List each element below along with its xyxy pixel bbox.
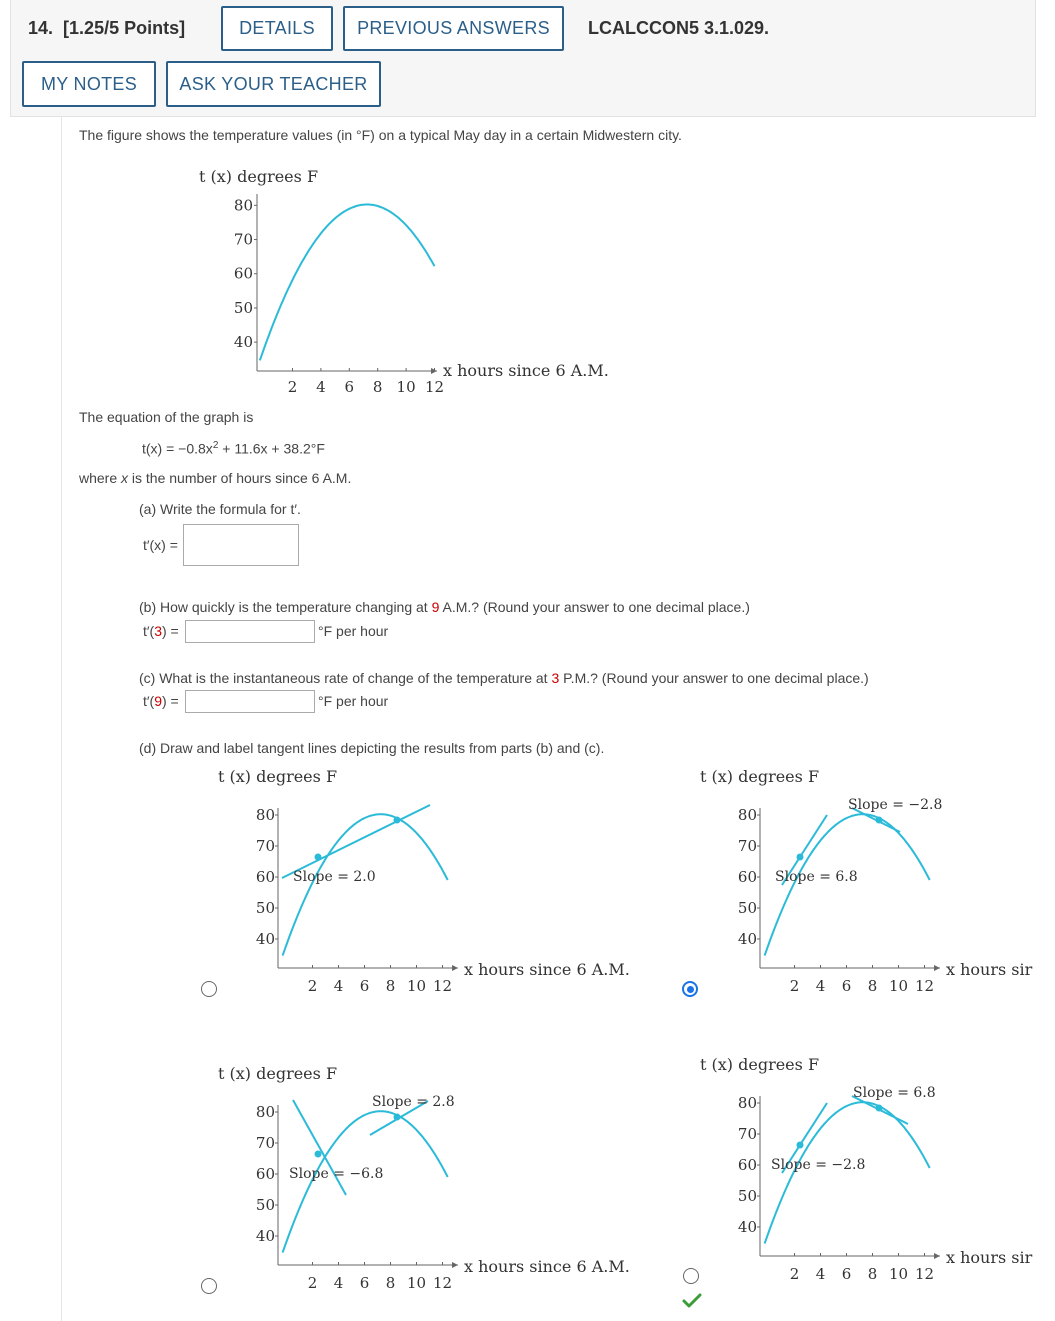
x-tick-label: 6 xyxy=(841,977,852,995)
details-button[interactable]: DETAILS xyxy=(221,6,333,51)
part-b-label: t′(3) = xyxy=(143,623,179,639)
temperature-chart xyxy=(190,160,630,400)
y-tick-label: 50 xyxy=(255,899,275,917)
x-tick-label: 12 xyxy=(432,1274,453,1292)
previous-answers-button[interactable]: PREVIOUS ANSWERS xyxy=(343,6,564,51)
part-c-input[interactable] xyxy=(185,690,315,713)
y-tick-label: 60 xyxy=(255,1165,275,1183)
x-tick-group xyxy=(288,368,444,396)
x-tick-label: 10 xyxy=(406,1274,427,1292)
option-c-title: t (x) degrees F xyxy=(218,1064,338,1083)
y-tick-label: 60 xyxy=(737,868,757,886)
y-tick-label: 70 xyxy=(737,837,757,855)
option-c-point-1 xyxy=(315,1151,322,1158)
option-b-radio[interactable] xyxy=(682,981,698,997)
chart-ylabel: t (x) degrees F xyxy=(199,167,319,186)
x-tick-label: 12 xyxy=(914,977,935,995)
y-tick-label: 60 xyxy=(255,868,275,886)
x-tick-label: 2 xyxy=(307,977,318,995)
y-tick-label: 80 xyxy=(737,1094,757,1112)
y-tick-label: 40 xyxy=(737,930,757,948)
option-c-annotation-2: Slope = −6.8 xyxy=(289,1166,384,1182)
option-b-yticks xyxy=(738,806,760,948)
option-d-annotation-1: Slope = 6.8 xyxy=(853,1085,936,1101)
my-notes-button[interactable]: MY NOTES xyxy=(22,61,156,107)
y-tick-label: 40 xyxy=(255,1227,275,1245)
x-tick-label: 12 xyxy=(914,1265,935,1283)
option-c-radio[interactable] xyxy=(201,1278,217,1294)
option-b-xticks xyxy=(790,965,934,995)
option-b-point-1 xyxy=(797,854,804,861)
x-tick-label: 10 xyxy=(888,1265,909,1283)
option-c-xticks xyxy=(308,1262,452,1292)
y-tick-label: 60 xyxy=(737,1156,757,1174)
part-b-input[interactable] xyxy=(185,620,315,643)
option-c-annotation-1: Slope = 2.8 xyxy=(372,1094,455,1110)
x-tick-label: 6 xyxy=(841,1265,852,1283)
option-c-arrow xyxy=(452,1262,458,1268)
x-tick-label: 10 xyxy=(888,977,909,995)
y-tick-label: 50 xyxy=(233,298,253,317)
ask-your-teacher-button[interactable]: ASK YOUR TEACHER xyxy=(166,61,381,107)
option-a-yticks xyxy=(256,806,278,948)
x-tick-label: 6 xyxy=(344,378,355,396)
option-c-point-2 xyxy=(394,1114,401,1121)
x-tick-label: 12 xyxy=(432,977,453,995)
option-b-point-2 xyxy=(876,817,883,824)
option-a-graph xyxy=(200,760,650,1000)
option-a-xticks xyxy=(308,965,452,995)
part-b-unit: °F per hour xyxy=(318,623,389,639)
part-c-label: t′(9) = xyxy=(143,693,179,709)
x-tick-label: 2 xyxy=(307,1274,318,1292)
y-tick-label: 40 xyxy=(255,930,275,948)
temperature-curve xyxy=(260,205,435,361)
x-tick-label: 4 xyxy=(333,1274,344,1292)
option-d-xlabel: x hours sir xyxy=(946,1248,1033,1267)
question-number: 14. [1.25/5 Points] xyxy=(28,18,186,38)
x-tick-label: 12 xyxy=(424,378,445,396)
chart-xlabel: x hours since 6 A.M. xyxy=(443,361,609,380)
x-tick-label: 2 xyxy=(287,378,298,396)
option-a-radio[interactable] xyxy=(201,981,217,997)
option-b-graph xyxy=(682,760,1055,1000)
y-tick-label: 80 xyxy=(255,806,275,824)
y-tick-label: 80 xyxy=(233,196,253,215)
option-d-graph xyxy=(682,1048,1055,1288)
intro-text: The figure shows the temperature values (in °F) on a typical May day in a certain Midwestern city. xyxy=(79,127,682,143)
part-d-prompt: (d) Draw and label tangent lines depicting the results from parts (b) and (c). xyxy=(139,740,605,756)
option-b-annotation-1: Slope = −2.8 xyxy=(848,797,943,813)
y-tick-label: 70 xyxy=(255,1134,275,1152)
y-tick-label: 80 xyxy=(737,806,757,824)
option-d-title: t (x) degrees F xyxy=(700,1055,820,1074)
y-tick-label: 70 xyxy=(737,1125,757,1143)
option-d-annotation-2: Slope = −2.8 xyxy=(771,1157,866,1173)
x-tick-label: 8 xyxy=(867,1265,878,1283)
part-b-prompt: (b) How quickly is the temperature changing at 9 A.M.? (Round your answer to one decimal place.) xyxy=(139,599,750,615)
option-a-tangent-line xyxy=(282,805,430,878)
option-d-yticks xyxy=(738,1094,760,1236)
option-c-xlabel: x hours since 6 A.M. xyxy=(464,1257,630,1276)
y-tick-label: 40 xyxy=(233,333,253,352)
x-tick-label: 4 xyxy=(815,1265,826,1283)
x-tick-label: 6 xyxy=(359,977,370,995)
y-tick-label: 60 xyxy=(233,264,253,283)
y-tick-label: 80 xyxy=(255,1103,275,1121)
option-b-xlabel: x hours sir xyxy=(946,960,1033,979)
y-tick-label: 50 xyxy=(255,1196,275,1214)
x-tick-label: 4 xyxy=(333,977,344,995)
equation-intro: The equation of the graph is xyxy=(79,409,254,425)
option-a-point-1 xyxy=(315,854,322,861)
x-tick-label: 8 xyxy=(385,1274,396,1292)
y-tick-group xyxy=(234,196,257,351)
checkmark-icon xyxy=(682,1293,702,1309)
option-a-arrow xyxy=(452,965,458,971)
x-tick-label: 2 xyxy=(789,977,800,995)
option-c-yticks xyxy=(256,1103,278,1245)
part-a-prompt: (a) Write the formula for t′. xyxy=(139,501,301,517)
option-b-arrow xyxy=(934,965,940,971)
option-d-radio[interactable] xyxy=(683,1268,699,1284)
x-tick-label: 4 xyxy=(316,378,326,396)
option-a-point-2 xyxy=(394,817,401,824)
option-d-arrow xyxy=(934,1253,940,1259)
option-d-point-2 xyxy=(876,1105,883,1112)
y-tick-label: 50 xyxy=(737,899,757,917)
option-a-annotation: Slope = 2.0 xyxy=(293,869,376,885)
part-a-input[interactable] xyxy=(183,524,299,566)
y-tick-label: 70 xyxy=(255,837,275,855)
option-d-xticks xyxy=(790,1253,934,1283)
x-tick-label: 2 xyxy=(789,1265,800,1283)
x-tick-label: 8 xyxy=(867,977,878,995)
x-tick-label: 10 xyxy=(396,378,416,396)
part-c-prompt: (c) What is the instantaneous rate of change of the temperature at 3 P.M.? (Round your answer to one decimal place.) xyxy=(139,670,869,686)
option-c-graph xyxy=(200,1057,650,1297)
x-tick-label: 4 xyxy=(815,977,826,995)
content-border xyxy=(61,117,62,1321)
x-tick-label: 10 xyxy=(406,977,427,995)
where-text: where x is the number of hours since 6 A.M. xyxy=(79,470,352,486)
part-c-unit: °F per hour xyxy=(318,693,389,709)
equation: $t(x) = -0.8x^2 + 11.6x + 38.2^\circ F$ xyxy=(142,440,325,457)
x-tick-label: 8 xyxy=(385,977,396,995)
points: [1.25/5 Points] xyxy=(63,18,186,38)
y-tick-label: 70 xyxy=(233,230,253,249)
y-tick-label: 50 xyxy=(737,1187,757,1205)
option-b-title: t (x) degrees F xyxy=(700,767,820,786)
option-a-xlabel: x hours since 6 A.M. xyxy=(464,960,630,979)
y-tick-label: 40 xyxy=(737,1218,757,1236)
x-tick-label: 6 xyxy=(359,1274,370,1292)
problem-code: LCALCCON5 3.1.029. xyxy=(588,18,770,38)
x-tick-label: 8 xyxy=(372,378,383,396)
part-a-label: t′(x) = xyxy=(143,537,178,553)
option-b-annotation-2: Slope = 6.8 xyxy=(775,869,858,885)
option-a-title: t (x) degrees F xyxy=(218,767,338,786)
option-d-point-1 xyxy=(797,1142,804,1149)
